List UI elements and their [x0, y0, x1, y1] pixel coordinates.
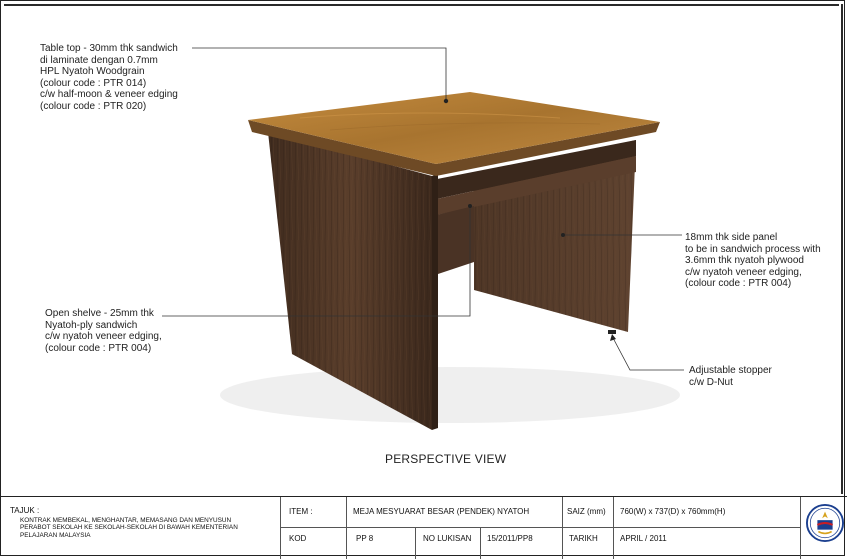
front-panel-edge: [432, 174, 438, 430]
tajuk-label: TAJUK :: [10, 506, 40, 515]
callout-stopper: Adjustable stopper c/w D-Nut: [689, 365, 772, 388]
saiz-label: SAIZ (mm): [567, 507, 606, 516]
stopper: [608, 330, 616, 334]
ministry-crest-icon: [806, 504, 844, 542]
saiz-value: 760(W) x 737(D) x 760mm(H): [620, 507, 726, 516]
callout-tabletop: Table top - 30mm thk sandwich di laminate dengan 0.7mm HPL Nyatoh Woodgrain (colour code : PTR 014) c/w half-moon & veneer edging (colour code : PTR 020): [40, 43, 178, 112]
kod-value: PP 8: [356, 534, 374, 543]
view-title: PERSPECTIVE VIEW: [385, 452, 507, 466]
callout-shelve: Open shelve - 25mm thk Nyatoh-ply sandwich c/w nyatoh veneer edging, (colour code : PTR 004): [45, 308, 162, 354]
leader-tabletop: [192, 48, 446, 100]
item-value: MEJA MESYUARAT BESAR (PENDEK) NYATOH: [353, 507, 530, 516]
lukisan-value: 15/2011/PP8: [487, 534, 533, 543]
item-label: ITEM :: [289, 507, 313, 516]
leader-stopper: [612, 336, 684, 370]
lukisan-label: NO LUKISAN: [423, 534, 472, 543]
tarikh-value: APRIL / 2011: [620, 534, 667, 543]
floor-shadow: [220, 367, 680, 423]
shelf-front-panel: [432, 206, 474, 276]
callout-side-panel: 18mm thk side panel to be in sandwich process with 3.6mm thk nyatoh plywood c/w nyatoh veneer edging, (colour code : PTR 004): [685, 232, 821, 289]
tajuk-text: KONTRAK MEMBEKAL, MENGHANTAR, MEMASANG DAN MENYUSUN PERABOT SEKOLAH KE SEKOLAH-SEKOLAH DI BAWAH KEMENTERIAN PELAJARAN MALAYSIA: [20, 517, 238, 539]
tarikh-label: TARIKH: [569, 534, 598, 543]
kod-label: KOD: [289, 534, 307, 543]
title-block: [0, 496, 847, 559]
